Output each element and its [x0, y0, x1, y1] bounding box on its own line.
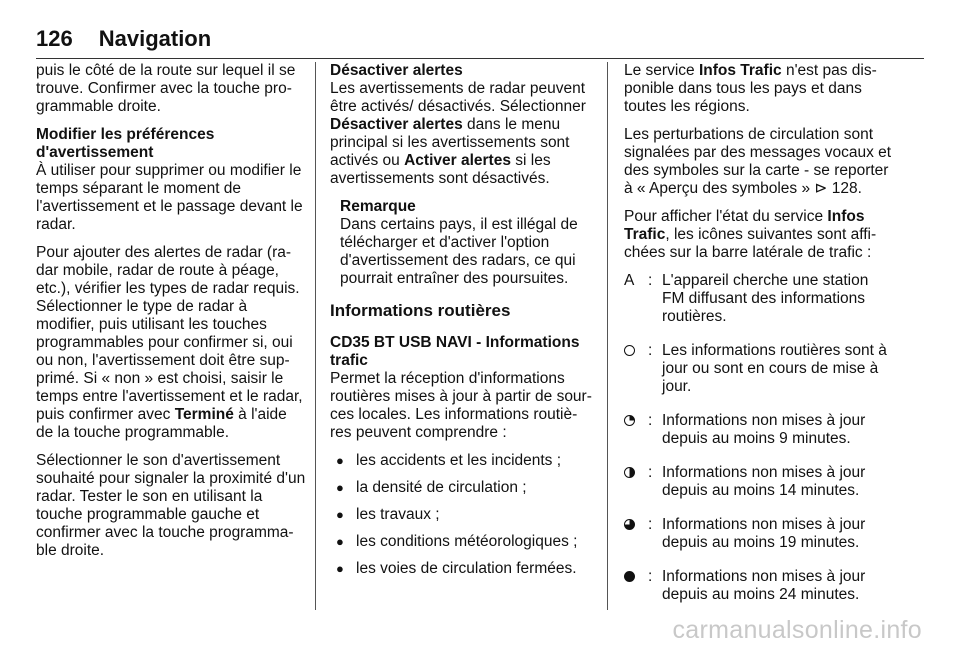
bold-term: Terminé — [174, 406, 234, 423]
list-item-text: les travaux ; — [356, 506, 440, 523]
separator: : — [648, 568, 653, 585]
separator: : — [648, 342, 653, 359]
quarter-circle-icon — [624, 415, 635, 426]
letter-a-icon: A — [624, 272, 635, 289]
bullet-icon: ● — [336, 534, 344, 549]
text-span: n'est pas disponible dans tous les pays et dans toutes les régions. — [624, 62, 877, 115]
list-item — [330, 533, 592, 551]
paragraph — [624, 126, 892, 198]
separator: : — [648, 464, 653, 481]
section-heading: Informations routières — [330, 301, 511, 320]
full-circle-icon — [624, 571, 635, 582]
page-number: 126 — [36, 26, 73, 51]
icon-legend-item — [624, 272, 892, 326]
column-1 — [36, 62, 306, 570]
bullet-icon: ● — [336, 480, 344, 495]
subheading: CD35 BT USB NAVI - Informations trafic — [330, 334, 580, 369]
text-span: si les avertissements sont désactivés. — [330, 152, 551, 187]
text-span: Les perturbations de circulation sont signalées par des messages vocaux et des symboles sur la carte - se reporter à « Aperçu des symboles » — [624, 126, 892, 197]
icon-legend-item — [624, 342, 892, 396]
legend-text: L'appareil cherche une station FM diffusant des informations routières. — [662, 272, 869, 325]
legend-text: Informations non mises à jour depuis au moins 19 minutes. — [662, 516, 866, 551]
paragraph: puis le côté de la route sur lequel il se trouve. Confirmer avec la touche programmable droite. — [36, 62, 296, 115]
three-quarter-circle-icon — [624, 519, 635, 530]
subheading — [36, 126, 306, 162]
paragraph — [330, 80, 592, 188]
bullet-icon: ● — [336, 453, 344, 468]
icon-legend-item — [624, 568, 892, 604]
text-span: Pour afficher l'état du service — [624, 208, 828, 225]
column-2 — [330, 62, 592, 587]
legend-text: Informations non mises à jour depuis au moins 14 minutes. — [662, 464, 866, 499]
text-span: Le service — [624, 62, 699, 79]
paragraph: À utiliser pour supprimer ou modifier le temps séparant le moment de l'avertissement et le passage devant le radar. — [36, 162, 303, 233]
list-item-text: les accidents et les incidents ; — [356, 452, 562, 469]
icon-legend-item — [624, 516, 892, 552]
paragraph — [624, 62, 892, 116]
list-item — [330, 479, 592, 497]
legend-text: Informations non mises à jour depuis au moins 9 minutes. — [662, 412, 866, 447]
legend-text: Les informations routières sont à jour ou sont en cours de mise à jour. — [662, 342, 887, 395]
note-text: Dans certains pays, il est illégal de télécharger et d'activer l'option d'avertissement des radars, ce qui pourrait entraîner des poursuites. — [340, 216, 578, 287]
list-item — [330, 560, 592, 578]
text-span: à l'aide de la touche programmable. — [36, 406, 287, 441]
note-box — [340, 198, 592, 288]
legend-text: Informations non mises à jour depuis au moins 24 minutes. — [662, 568, 866, 603]
text-span: , les icônes suivantes sont affichées sur la barre latérale de trafic : — [624, 226, 877, 261]
note-title: Remarque — [340, 198, 416, 215]
bullet-icon: ● — [336, 507, 344, 522]
half-circle-icon — [624, 467, 635, 478]
list-item — [330, 506, 592, 524]
page-reference: 128. — [827, 180, 862, 197]
text-span: Pour ajouter des alertes de radar (radar mobile, radar de route à péage, etc.), vérifier les types de radar requis. Sélectionner le type de radar à modifier, puis utilisant les touches programmables pour confirmer si, oui ou non, l'avertissement doit être supprimé. Si « non » est choisi, saisir le temps entre l'avertissement et le radar, puis confirmer avec — [36, 244, 303, 423]
bold-term: Infos Trafic — [624, 208, 865, 243]
paragraph: Sélectionner le son d'avertissement souhaité pour signaler la proximité d'un radar. Tester le son en utilisant la touche programmable gauche et confirmer avec la touche programmable droite. — [36, 452, 306, 559]
subheading-line: Modifier les préférences — [36, 126, 215, 143]
header-rule — [36, 58, 924, 59]
separator: : — [648, 272, 653, 289]
subheading: Désactiver alertes — [330, 62, 463, 79]
page-header — [36, 26, 211, 52]
list-item-text: les conditions météorologiques ; — [356, 533, 578, 550]
column-3 — [624, 62, 892, 620]
empty-circle-icon — [624, 345, 635, 356]
bold-term: Infos Trafic — [698, 62, 782, 79]
page-title: Navigation — [98, 26, 212, 51]
watermark: carmanualsonline.info — [672, 616, 922, 644]
arrow-ref-icon: ⊳ — [814, 180, 828, 197]
text-span: Les avertissements de radar peuvent être activés/ désactivés. Sélectionner — [330, 80, 586, 115]
paragraph — [624, 208, 892, 262]
bullet-list — [330, 452, 592, 578]
list-item — [330, 452, 592, 470]
list-item-text: la densité de circulation ; — [356, 479, 527, 496]
bold-term: Activer alertes — [404, 152, 511, 169]
text-span: dans le menu principal si les avertissements sont activés ou — [330, 116, 570, 169]
list-item-text: les voies de circulation fermées. — [356, 560, 577, 577]
column-divider — [315, 62, 316, 610]
separator: : — [648, 412, 653, 429]
bold-term: Désactiver alertes — [330, 116, 463, 133]
icon-legend-item — [624, 412, 892, 448]
icon-legend-item — [624, 464, 892, 500]
bullet-icon: ● — [336, 561, 344, 576]
paragraph: Permet la réception d'informations routières mises à jour à partir de sources locales. Les informations routières peuvent comprendre : — [330, 370, 592, 441]
subheading-line: d'avertissement — [36, 144, 154, 161]
paragraph — [36, 244, 306, 442]
separator: : — [648, 516, 653, 533]
column-divider — [607, 62, 608, 610]
